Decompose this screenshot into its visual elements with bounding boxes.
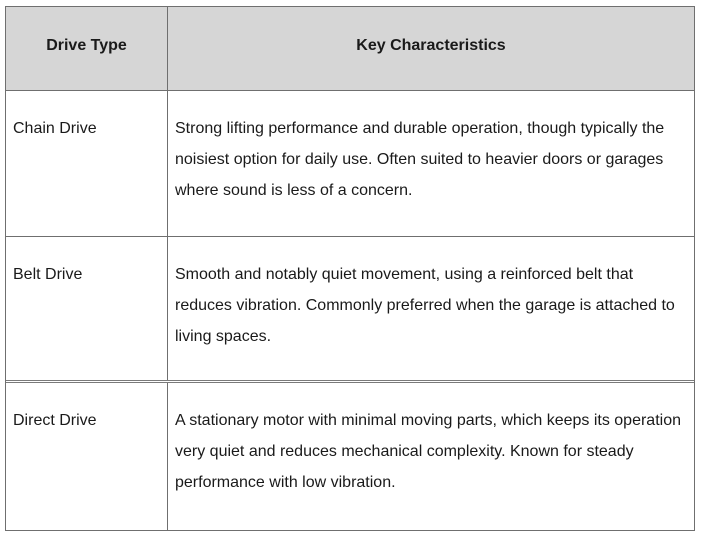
characteristics-text: Smooth and notably quiet movement, using a reinforced belt that reduces vibration. Commonly preferred when the garage is attached to living spaces. [175,266,675,345]
table-header-row [6,7,694,91]
drive-type-label: Belt Drive [13,266,83,283]
table-row [6,91,694,237]
header-key-characteristics: Key Characteristics [356,37,506,54]
header-drive-type: Drive Type [46,37,127,54]
column-divider [167,237,168,380]
drive-type-label: Chain Drive [13,120,97,137]
column-divider [167,383,168,530]
drive-type-table [5,6,695,531]
table-row [6,383,694,530]
table-row [6,237,694,383]
column-divider [167,91,168,236]
characteristics-text: A stationary motor with minimal moving parts, which keeps its operation very quiet and reduces mechanical complexity. Known for steady performance with low vibration. [175,412,681,491]
characteristics-text: Strong lifting performance and durable operation, though typically the noisiest option for daily use. Often suited to heavier doors or garages where sound is less of a concern. [175,120,665,199]
drive-type-label: Direct Drive [13,412,97,429]
